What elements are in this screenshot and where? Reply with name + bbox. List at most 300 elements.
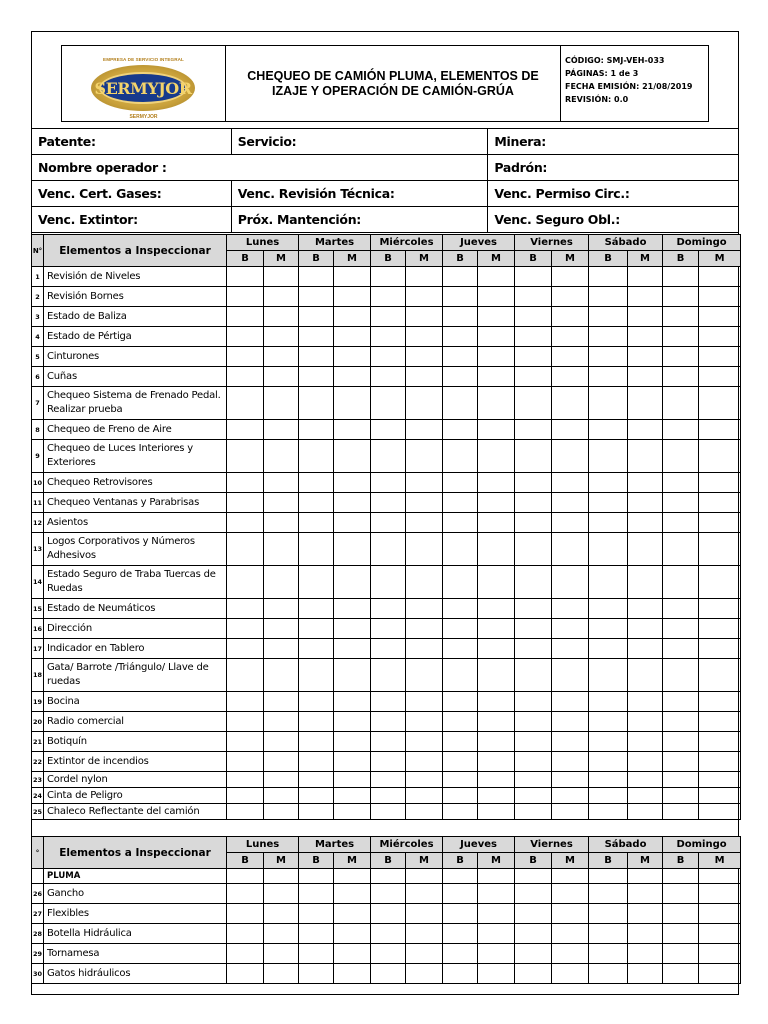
check-cell-m[interactable]: [478, 924, 515, 944]
check-cell-b[interactable]: [443, 287, 478, 307]
check-cell-b[interactable]: [589, 387, 628, 420]
check-cell-b[interactable]: [299, 752, 334, 772]
check-cell-b[interactable]: [227, 944, 264, 964]
check-cell-m[interactable]: [334, 659, 371, 692]
check-cell-b[interactable]: [589, 788, 628, 804]
check-cell-b[interactable]: [515, 367, 552, 387]
check-cell-b[interactable]: [515, 752, 552, 772]
field-prox-mantencion[interactable]: Próx. Mantención:: [231, 207, 488, 233]
check-cell-b[interactable]: [663, 712, 699, 732]
check-cell-b[interactable]: [589, 924, 628, 944]
check-cell-m[interactable]: [552, 692, 589, 712]
check-cell-b[interactable]: [299, 788, 334, 804]
check-cell-b[interactable]: [589, 287, 628, 307]
check-cell-b[interactable]: [663, 619, 699, 639]
check-cell-m[interactable]: [699, 493, 741, 513]
check-cell-b[interactable]: [443, 804, 478, 820]
check-cell-b[interactable]: [589, 473, 628, 493]
check-cell-b[interactable]: [589, 884, 628, 904]
check-cell-m[interactable]: [628, 533, 663, 566]
check-cell-m[interactable]: [552, 287, 589, 307]
check-cell-b[interactable]: [371, 904, 406, 924]
check-cell-m[interactable]: [628, 639, 663, 659]
check-cell-m[interactable]: [628, 420, 663, 440]
check-cell-b[interactable]: [589, 367, 628, 387]
field-venc-gases[interactable]: Venc. Cert. Gases:: [32, 181, 232, 207]
check-cell-b[interactable]: [299, 884, 334, 904]
check-cell-b[interactable]: [371, 804, 406, 820]
check-cell-m[interactable]: [699, 712, 741, 732]
check-cell-b[interactable]: [515, 639, 552, 659]
check-cell-m[interactable]: [478, 287, 515, 307]
check-cell-m[interactable]: [628, 904, 663, 924]
field-padron[interactable]: Padrón:: [488, 155, 739, 181]
check-cell-m[interactable]: [334, 692, 371, 712]
check-cell-b[interactable]: [227, 904, 264, 924]
check-cell-m[interactable]: [406, 307, 443, 327]
check-cell-m[interactable]: [406, 639, 443, 659]
check-cell-m[interactable]: [334, 440, 371, 473]
check-cell-m[interactable]: [334, 566, 371, 599]
check-cell-m[interactable]: [334, 599, 371, 619]
check-cell-b[interactable]: [663, 473, 699, 493]
check-cell-b[interactable]: [589, 712, 628, 732]
check-cell-b[interactable]: [663, 944, 699, 964]
check-cell-m[interactable]: [552, 513, 589, 533]
check-cell-m[interactable]: [334, 752, 371, 772]
check-cell-m[interactable]: [478, 884, 515, 904]
check-cell-b[interactable]: [227, 473, 264, 493]
check-cell-b[interactable]: [515, 493, 552, 513]
check-cell-b[interactable]: [515, 440, 552, 473]
check-cell-m[interactable]: [478, 619, 515, 639]
check-cell-b[interactable]: [663, 659, 699, 692]
check-cell-m[interactable]: [334, 924, 371, 944]
check-cell-m[interactable]: [334, 367, 371, 387]
check-cell-m[interactable]: [628, 566, 663, 599]
check-cell-m[interactable]: [552, 619, 589, 639]
check-cell-m[interactable]: [406, 327, 443, 347]
check-cell-m[interactable]: [478, 772, 515, 788]
check-cell-b[interactable]: [371, 884, 406, 904]
check-cell-m[interactable]: [264, 267, 299, 287]
check-cell-m[interactable]: [552, 440, 589, 473]
check-cell-m[interactable]: [264, 307, 299, 327]
check-cell-b[interactable]: [299, 944, 334, 964]
check-cell-b[interactable]: [227, 752, 264, 772]
check-cell-m[interactable]: [264, 804, 299, 820]
check-cell-b[interactable]: [589, 692, 628, 712]
check-cell-b[interactable]: [443, 924, 478, 944]
check-cell-m[interactable]: [699, 440, 741, 473]
check-cell-m[interactable]: [628, 307, 663, 327]
check-cell-m[interactable]: [478, 944, 515, 964]
check-cell-m[interactable]: [699, 619, 741, 639]
check-cell-m[interactable]: [264, 387, 299, 420]
field-nombre-operador[interactable]: Nombre operador :: [32, 155, 488, 181]
check-cell-b[interactable]: [515, 533, 552, 566]
check-cell-m[interactable]: [334, 307, 371, 327]
check-cell-m[interactable]: [406, 566, 443, 599]
check-cell-m[interactable]: [334, 387, 371, 420]
check-cell-m[interactable]: [334, 788, 371, 804]
check-cell-b[interactable]: [371, 420, 406, 440]
check-cell-b[interactable]: [443, 712, 478, 732]
check-cell-b[interactable]: [299, 599, 334, 619]
check-cell-b[interactable]: [299, 964, 334, 984]
check-cell-b[interactable]: [515, 964, 552, 984]
check-cell-m[interactable]: [699, 473, 741, 493]
check-cell-b[interactable]: [443, 473, 478, 493]
check-cell-b[interactable]: [515, 566, 552, 599]
check-cell-m[interactable]: [264, 420, 299, 440]
check-cell-b[interactable]: [443, 639, 478, 659]
check-cell-b[interactable]: [663, 788, 699, 804]
check-cell-m[interactable]: [264, 287, 299, 307]
check-cell-b[interactable]: [663, 267, 699, 287]
check-cell-m[interactable]: [264, 884, 299, 904]
check-cell-b[interactable]: [371, 307, 406, 327]
check-cell-m[interactable]: [478, 599, 515, 619]
check-cell-m[interactable]: [334, 533, 371, 566]
check-cell-b[interactable]: [227, 367, 264, 387]
check-cell-m[interactable]: [699, 347, 741, 367]
check-cell-m[interactable]: [552, 347, 589, 367]
check-cell-m[interactable]: [552, 944, 589, 964]
check-cell-m[interactable]: [699, 788, 741, 804]
check-cell-b[interactable]: [227, 639, 264, 659]
check-cell-b[interactable]: [663, 599, 699, 619]
check-cell-m[interactable]: [699, 804, 741, 820]
check-cell-b[interactable]: [589, 420, 628, 440]
check-cell-b[interactable]: [227, 347, 264, 367]
check-cell-b[interactable]: [663, 924, 699, 944]
check-cell-b[interactable]: [299, 387, 334, 420]
check-cell-m[interactable]: [478, 387, 515, 420]
check-cell-m[interactable]: [478, 788, 515, 804]
check-cell-b[interactable]: [443, 267, 478, 287]
check-cell-b[interactable]: [589, 599, 628, 619]
check-cell-m[interactable]: [478, 473, 515, 493]
check-cell-b[interactable]: [299, 473, 334, 493]
check-cell-b[interactable]: [663, 752, 699, 772]
check-cell-b[interactable]: [443, 513, 478, 533]
check-cell-m[interactable]: [628, 619, 663, 639]
check-cell-m[interactable]: [334, 904, 371, 924]
check-cell-m[interactable]: [478, 327, 515, 347]
check-cell-m[interactable]: [264, 347, 299, 367]
check-cell-m[interactable]: [406, 347, 443, 367]
check-cell-m[interactable]: [628, 599, 663, 619]
check-cell-b[interactable]: [515, 327, 552, 347]
check-cell-b[interactable]: [227, 804, 264, 820]
check-cell-b[interactable]: [227, 732, 264, 752]
check-cell-m[interactable]: [552, 599, 589, 619]
check-cell-b[interactable]: [663, 566, 699, 599]
check-cell-m[interactable]: [334, 944, 371, 964]
check-cell-b[interactable]: [589, 904, 628, 924]
check-cell-m[interactable]: [699, 964, 741, 984]
check-cell-m[interactable]: [406, 904, 443, 924]
check-cell-m[interactable]: [699, 420, 741, 440]
check-cell-b[interactable]: [589, 772, 628, 788]
check-cell-b[interactable]: [515, 944, 552, 964]
check-cell-m[interactable]: [264, 752, 299, 772]
check-cell-m[interactable]: [699, 307, 741, 327]
check-cell-b[interactable]: [663, 692, 699, 712]
check-cell-m[interactable]: [699, 904, 741, 924]
check-cell-b[interactable]: [443, 732, 478, 752]
check-cell-m[interactable]: [628, 772, 663, 788]
check-cell-b[interactable]: [443, 566, 478, 599]
check-cell-b[interactable]: [299, 566, 334, 599]
check-cell-m[interactable]: [478, 533, 515, 566]
check-cell-m[interactable]: [334, 619, 371, 639]
check-cell-b[interactable]: [371, 327, 406, 347]
check-cell-b[interactable]: [371, 367, 406, 387]
check-cell-m[interactable]: [406, 732, 443, 752]
check-cell-b[interactable]: [299, 772, 334, 788]
check-cell-m[interactable]: [552, 566, 589, 599]
check-cell-m[interactable]: [699, 599, 741, 619]
check-cell-b[interactable]: [515, 659, 552, 692]
check-cell-b[interactable]: [443, 493, 478, 513]
check-cell-b[interactable]: [371, 772, 406, 788]
check-cell-b[interactable]: [515, 772, 552, 788]
check-cell-b[interactable]: [371, 659, 406, 692]
check-cell-b[interactable]: [299, 327, 334, 347]
check-cell-b[interactable]: [371, 924, 406, 944]
check-cell-b[interactable]: [663, 804, 699, 820]
check-cell-b[interactable]: [299, 347, 334, 367]
check-cell-b[interactable]: [371, 944, 406, 964]
check-cell-m[interactable]: [552, 367, 589, 387]
check-cell-m[interactable]: [478, 440, 515, 473]
check-cell-b[interactable]: [227, 566, 264, 599]
check-cell-m[interactable]: [552, 533, 589, 566]
check-cell-b[interactable]: [227, 267, 264, 287]
check-cell-m[interactable]: [628, 347, 663, 367]
check-cell-m[interactable]: [478, 752, 515, 772]
check-cell-m[interactable]: [478, 493, 515, 513]
check-cell-b[interactable]: [663, 732, 699, 752]
check-cell-b[interactable]: [227, 924, 264, 944]
check-cell-m[interactable]: [406, 473, 443, 493]
check-cell-b[interactable]: [299, 659, 334, 692]
check-cell-b[interactable]: [443, 420, 478, 440]
check-cell-m[interactable]: [334, 732, 371, 752]
check-cell-m[interactable]: [628, 659, 663, 692]
check-cell-b[interactable]: [663, 307, 699, 327]
check-cell-b[interactable]: [371, 964, 406, 984]
check-cell-b[interactable]: [227, 287, 264, 307]
check-cell-m[interactable]: [334, 493, 371, 513]
check-cell-b[interactable]: [589, 347, 628, 367]
check-cell-b[interactable]: [515, 619, 552, 639]
check-cell-m[interactable]: [628, 752, 663, 772]
check-cell-m[interactable]: [406, 944, 443, 964]
check-cell-b[interactable]: [663, 772, 699, 788]
check-cell-b[interactable]: [589, 493, 628, 513]
check-cell-b[interactable]: [299, 440, 334, 473]
check-cell-b[interactable]: [299, 712, 334, 732]
check-cell-m[interactable]: [478, 347, 515, 367]
check-cell-b[interactable]: [227, 513, 264, 533]
check-cell-b[interactable]: [227, 493, 264, 513]
check-cell-m[interactable]: [699, 287, 741, 307]
check-cell-b[interactable]: [443, 692, 478, 712]
check-cell-m[interactable]: [699, 924, 741, 944]
check-cell-m[interactable]: [699, 327, 741, 347]
check-cell-m[interactable]: [699, 267, 741, 287]
check-cell-b[interactable]: [589, 619, 628, 639]
check-cell-m[interactable]: [478, 904, 515, 924]
check-cell-m[interactable]: [699, 944, 741, 964]
check-cell-b[interactable]: [371, 639, 406, 659]
check-cell-b[interactable]: [589, 944, 628, 964]
check-cell-b[interactable]: [227, 440, 264, 473]
check-cell-m[interactable]: [699, 639, 741, 659]
check-cell-b[interactable]: [227, 712, 264, 732]
check-cell-b[interactable]: [371, 267, 406, 287]
check-cell-m[interactable]: [552, 964, 589, 984]
check-cell-m[interactable]: [552, 267, 589, 287]
check-cell-b[interactable]: [515, 712, 552, 732]
check-cell-m[interactable]: [406, 267, 443, 287]
check-cell-m[interactable]: [406, 884, 443, 904]
check-cell-m[interactable]: [478, 420, 515, 440]
check-cell-b[interactable]: [371, 533, 406, 566]
check-cell-b[interactable]: [299, 619, 334, 639]
check-cell-m[interactable]: [334, 772, 371, 788]
check-cell-b[interactable]: [663, 884, 699, 904]
check-cell-b[interactable]: [515, 788, 552, 804]
check-cell-m[interactable]: [406, 513, 443, 533]
check-cell-b[interactable]: [227, 659, 264, 692]
check-cell-b[interactable]: [589, 659, 628, 692]
field-minera[interactable]: Minera:: [488, 129, 739, 155]
check-cell-b[interactable]: [663, 533, 699, 566]
check-cell-b[interactable]: [371, 619, 406, 639]
check-cell-m[interactable]: [628, 493, 663, 513]
check-cell-m[interactable]: [406, 367, 443, 387]
check-cell-b[interactable]: [589, 639, 628, 659]
check-cell-m[interactable]: [334, 347, 371, 367]
check-cell-m[interactable]: [334, 964, 371, 984]
check-cell-m[interactable]: [406, 619, 443, 639]
check-cell-m[interactable]: [628, 387, 663, 420]
check-cell-b[interactable]: [515, 884, 552, 904]
check-cell-b[interactable]: [299, 493, 334, 513]
check-cell-m[interactable]: [699, 367, 741, 387]
check-cell-m[interactable]: [264, 440, 299, 473]
check-cell-b[interactable]: [443, 619, 478, 639]
check-cell-b[interactable]: [227, 692, 264, 712]
check-cell-m[interactable]: [628, 732, 663, 752]
check-cell-b[interactable]: [443, 367, 478, 387]
check-cell-m[interactable]: [478, 307, 515, 327]
check-cell-b[interactable]: [227, 420, 264, 440]
check-cell-m[interactable]: [552, 732, 589, 752]
check-cell-b[interactable]: [663, 513, 699, 533]
check-cell-m[interactable]: [699, 884, 741, 904]
check-cell-m[interactable]: [264, 513, 299, 533]
check-cell-b[interactable]: [371, 566, 406, 599]
check-cell-b[interactable]: [371, 347, 406, 367]
check-cell-b[interactable]: [589, 732, 628, 752]
check-cell-m[interactable]: [264, 533, 299, 566]
check-cell-b[interactable]: [443, 964, 478, 984]
check-cell-m[interactable]: [552, 804, 589, 820]
check-cell-b[interactable]: [515, 732, 552, 752]
check-cell-b[interactable]: [299, 639, 334, 659]
check-cell-b[interactable]: [515, 599, 552, 619]
check-cell-m[interactable]: [552, 924, 589, 944]
check-cell-m[interactable]: [699, 772, 741, 788]
check-cell-b[interactable]: [227, 619, 264, 639]
check-cell-m[interactable]: [628, 327, 663, 347]
check-cell-m[interactable]: [264, 924, 299, 944]
check-cell-b[interactable]: [299, 924, 334, 944]
check-cell-b[interactable]: [227, 964, 264, 984]
check-cell-m[interactable]: [406, 659, 443, 692]
check-cell-m[interactable]: [552, 307, 589, 327]
check-cell-b[interactable]: [443, 347, 478, 367]
check-cell-b[interactable]: [663, 493, 699, 513]
check-cell-b[interactable]: [589, 964, 628, 984]
check-cell-b[interactable]: [371, 513, 406, 533]
check-cell-b[interactable]: [371, 473, 406, 493]
check-cell-b[interactable]: [227, 307, 264, 327]
check-cell-b[interactable]: [589, 533, 628, 566]
check-cell-b[interactable]: [515, 924, 552, 944]
check-cell-m[interactable]: [478, 566, 515, 599]
check-cell-m[interactable]: [334, 327, 371, 347]
check-cell-b[interactable]: [299, 804, 334, 820]
check-cell-b[interactable]: [227, 884, 264, 904]
check-cell-b[interactable]: [299, 732, 334, 752]
check-cell-m[interactable]: [264, 904, 299, 924]
check-cell-m[interactable]: [628, 440, 663, 473]
check-cell-m[interactable]: [334, 267, 371, 287]
check-cell-m[interactable]: [552, 639, 589, 659]
check-cell-m[interactable]: [552, 772, 589, 788]
check-cell-m[interactable]: [628, 884, 663, 904]
check-cell-b[interactable]: [371, 440, 406, 473]
check-cell-m[interactable]: [628, 287, 663, 307]
check-cell-m[interactable]: [264, 944, 299, 964]
check-cell-m[interactable]: [264, 619, 299, 639]
check-cell-b[interactable]: [663, 347, 699, 367]
check-cell-m[interactable]: [628, 804, 663, 820]
check-cell-m[interactable]: [406, 788, 443, 804]
check-cell-b[interactable]: [663, 367, 699, 387]
check-cell-b[interactable]: [227, 327, 264, 347]
check-cell-m[interactable]: [406, 440, 443, 473]
check-cell-m[interactable]: [334, 513, 371, 533]
check-cell-b[interactable]: [443, 904, 478, 924]
check-cell-m[interactable]: [334, 287, 371, 307]
check-cell-b[interactable]: [589, 752, 628, 772]
check-cell-m[interactable]: [406, 772, 443, 788]
check-cell-m[interactable]: [699, 533, 741, 566]
check-cell-m[interactable]: [552, 788, 589, 804]
check-cell-m[interactable]: [478, 659, 515, 692]
check-cell-b[interactable]: [299, 513, 334, 533]
check-cell-b[interactable]: [299, 267, 334, 287]
check-cell-m[interactable]: [478, 964, 515, 984]
check-cell-b[interactable]: [515, 267, 552, 287]
